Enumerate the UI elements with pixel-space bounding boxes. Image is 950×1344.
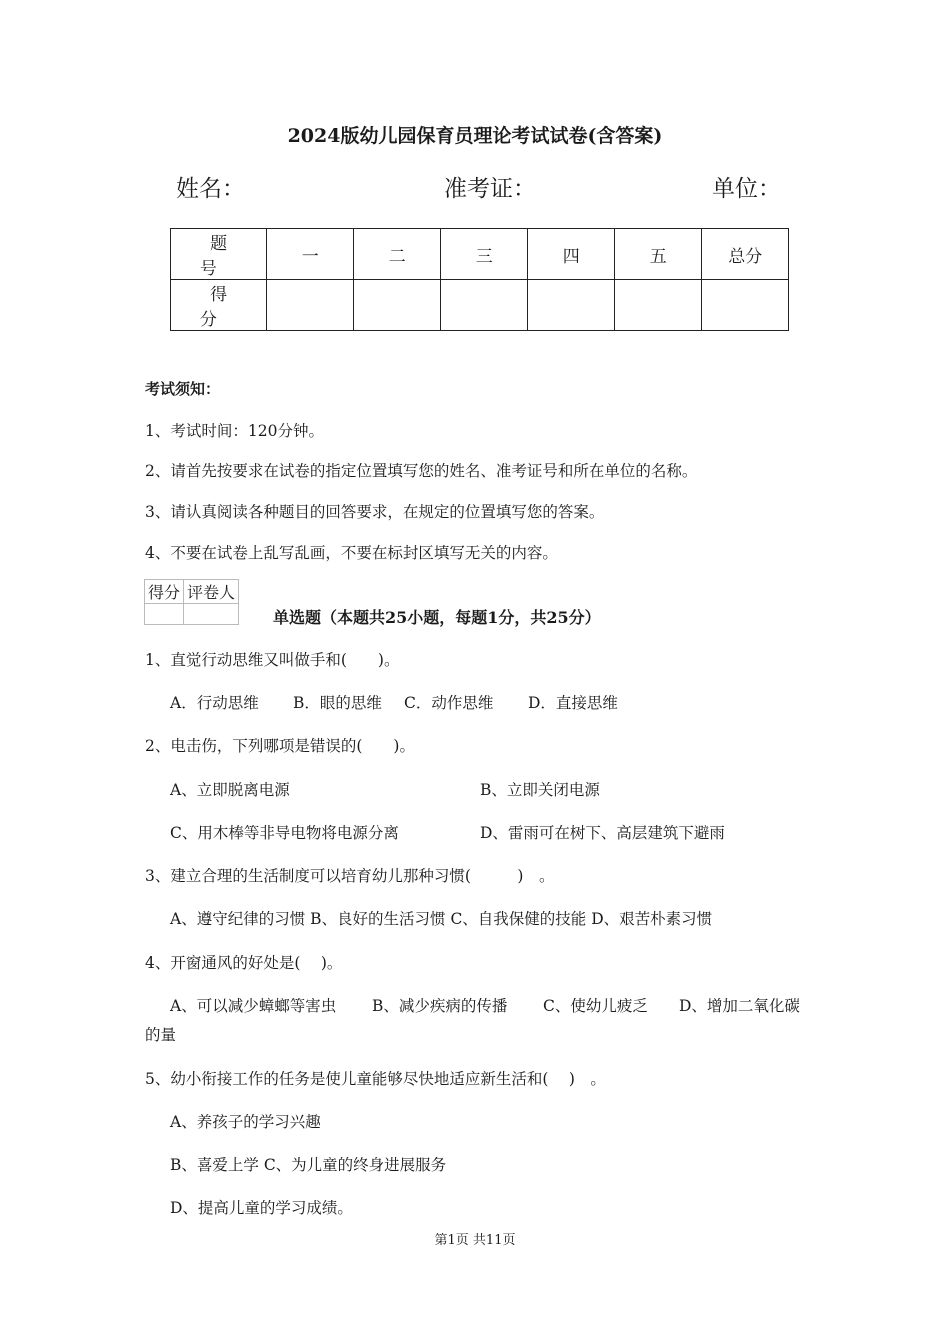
grader-box-score-label: 得分: [145, 580, 184, 604]
score-table-header-row: [171, 229, 789, 280]
notice-item-2: 2、请首先按要求在试卷的指定位置填写您的姓名、准考证号和所在单位的名称。: [145, 462, 698, 480]
page-footer: 第1页 共11页: [434, 1233, 516, 1248]
question-2-option-a: A、立即脱离电源: [170, 781, 290, 799]
score-row-label: 得 分: [171, 280, 267, 331]
header-cell-4: 四: [528, 229, 615, 280]
question-4-option-d: D、增加二氧化碳: [679, 997, 800, 1015]
page-title: 2024版幼儿园保育员理论考试试卷(含答案): [287, 125, 663, 147]
question-1-option-c: C．动作思维: [404, 694, 494, 712]
unit-label: 单位：: [712, 176, 781, 202]
score-cell-5[interactable]: [615, 280, 702, 331]
name-label: 姓名：: [176, 176, 245, 202]
grader-box-grader-label: 评卷人: [184, 580, 239, 604]
question-3-options: A、遵守纪律的习惯 B、良好的生活习惯 C、自我保健的技能 D、艰苦朴素习惯: [170, 910, 713, 928]
question-2-option-b: B、立即关闭电源: [480, 781, 600, 799]
question-2-option-c: C、用木棒等非导电物将电源分离: [170, 824, 399, 842]
question-1-stem: 1、直觉行动思维又叫做手和( )。: [145, 651, 400, 669]
question-4-stem: 4、开窗通风的好处是( )。: [145, 954, 343, 972]
exam-number-label: 准考证：: [444, 176, 536, 202]
grader-box: [144, 579, 239, 625]
question-4-option-a: A、可以减少蟑螂等害虫: [170, 997, 337, 1015]
notice-item-3: 3、请认真阅读各种题目的回答要求，在规定的位置填写您的答案。: [145, 503, 605, 521]
header-cell-question-no: 题 号: [171, 229, 267, 280]
header-cell-total: 总分: [702, 229, 789, 280]
grader-box-grader-cell[interactable]: [184, 604, 239, 625]
score-cell-4[interactable]: [528, 280, 615, 331]
header-cell-1: 一: [267, 229, 354, 280]
question-4-option-c: C、使幼儿疲乏: [543, 997, 648, 1015]
score-table: [170, 228, 789, 331]
header-cell-3: 三: [441, 229, 528, 280]
notice-item-1: 1、考试时间：120分钟。: [145, 422, 324, 440]
question-3-stem: 3、建立合理的生活制度可以培育幼儿那种习惯( ) 。: [145, 867, 555, 885]
question-2-stem: 2、电击伤，下列哪项是错误的( )。: [145, 737, 415, 755]
question-5-option-a: A、养孩子的学习兴趣: [170, 1113, 321, 1131]
question-1-option-a: A．行动思维: [170, 694, 259, 712]
grader-box-score-cell[interactable]: [145, 604, 184, 625]
question-1-option-b: B．眼的思维: [293, 694, 382, 712]
question-1-option-d: D．直接思维: [528, 694, 618, 712]
score-cell-3[interactable]: [441, 280, 528, 331]
question-2-option-d: D、雷雨可在树下、高层建筑下避雨: [480, 824, 725, 842]
header-cell-5: 五: [615, 229, 702, 280]
question-4-option-b: B、减少疾病的传播: [372, 997, 508, 1015]
score-cell-total[interactable]: [702, 280, 789, 331]
question-5-stem: 5、幼小衔接工作的任务是使儿童能够尽快地适应新生活和( ) 。: [145, 1070, 606, 1088]
score-cell-2[interactable]: [354, 280, 441, 331]
section-title: 单选题（本题共25小题，每题1分，共25分）: [273, 608, 601, 627]
question-5-option-d: D、提高儿童的学习成绩。: [170, 1199, 353, 1217]
header-cell-2: 二: [354, 229, 441, 280]
score-table-score-row: [171, 280, 789, 331]
notice-heading: 考试须知：: [145, 380, 221, 398]
notice-item-4: 4、不要在试卷上乱写乱画，不要在标封区填写无关的内容。: [145, 544, 558, 562]
question-5-option-bc: B、喜爱上学 C、为儿童的终身进展服务: [170, 1156, 447, 1174]
question-4-option-d-continued: 的量: [145, 1026, 177, 1044]
